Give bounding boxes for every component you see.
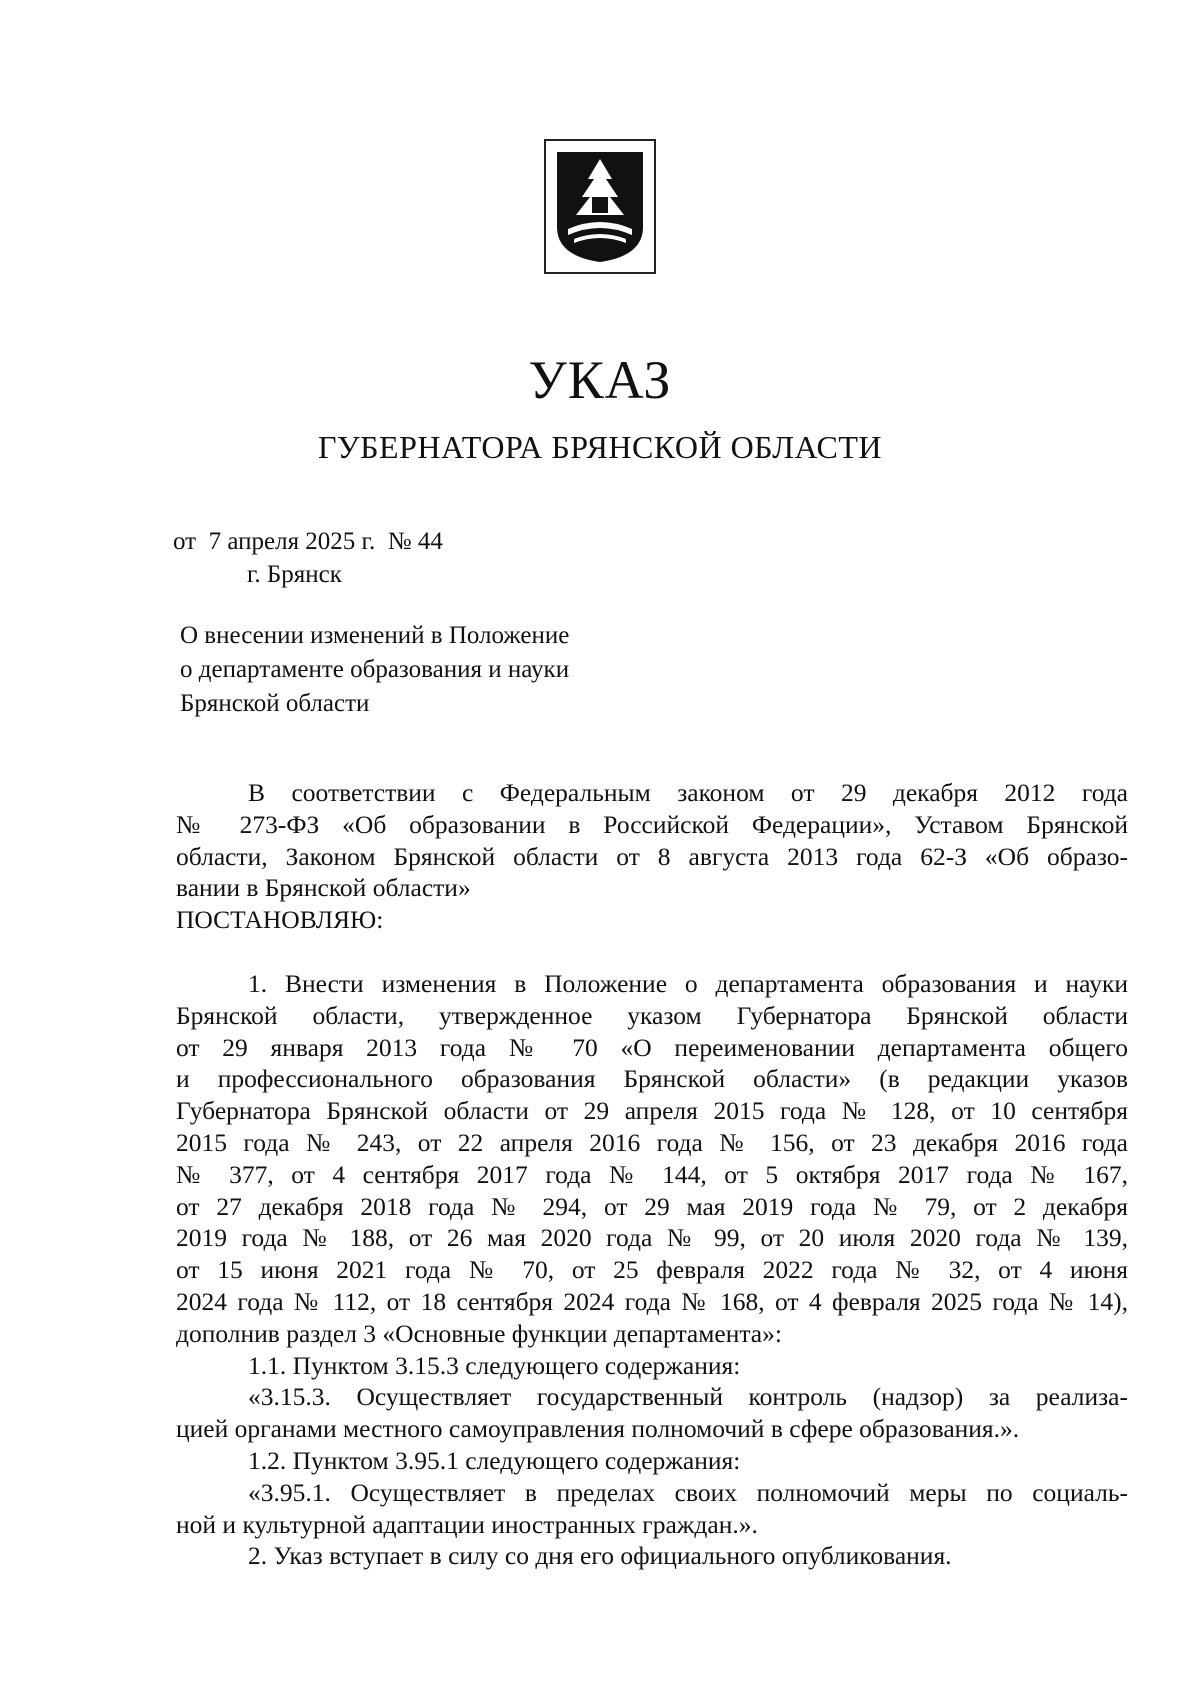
clause-1-line: 2019 года № 188, от 26 мая 2020 года № 99, от 20 июля 2020 года № 139, <box>176 1223 1128 1253</box>
clause-1-line: и профессионального образования Брянской области» (в редакции указов <box>176 1064 1128 1094</box>
clause-1-line: Губернатора Брянской области от 29 апреля 2015 года № 128, от 10 сентября <box>176 1096 1128 1126</box>
city: г. Брянск <box>247 561 342 588</box>
document-subtitle: ГУБЕРНАТОРА БРЯНСКОЙ ОБЛАСТИ <box>318 429 882 465</box>
subclause-1-2-heading: 1.2. Пунктом 3.95.1 следующего содержания: <box>248 1445 741 1475</box>
clause-1-line: 2015 года № 243, от 22 апреля 2016 года № 156, от 23 декабря 2016 года <box>176 1127 1128 1157</box>
clause-1-line: дополнив раздел 3 «Основные функции департамента»: <box>176 1318 782 1348</box>
subject-line: О внесении изменений в Положение <box>180 622 570 649</box>
clause-1-line: № 377, от 4 сентября 2017 года № 144, от 5 октября 2017 года № 167, <box>176 1159 1128 1189</box>
subclause-1-2-line: «3.95.1. Осуществляет в пределах своих полномочий меры по социаль- <box>248 1477 1128 1507</box>
subclause-1-2-line: ной и культурной адаптации иностранных граждан.». <box>176 1509 758 1539</box>
preamble-line: вании в Брянской области» <box>176 873 471 903</box>
clause-1-line: 1. Внести изменения в Положение о департамента образования и науки <box>248 968 1128 998</box>
decree-body <box>176 777 1128 1572</box>
date-and-number: от 7 апреля 2025 г. № 44 <box>173 528 443 555</box>
clause-1-line: от 15 июня 2021 года № 70, от 25 февраля 2022 года № 32, от 4 июня <box>176 1255 1128 1285</box>
clause-1-line: от 29 января 2013 года № 70 «О переименовании департамента общего <box>176 1032 1128 1062</box>
clause-2: 2. Указ вступает в силу со дня его официального опубликования. <box>248 1541 952 1571</box>
clause-1-line: от 27 декабря 2018 года № 294, от 29 мая 2019 года № 79, от 2 декабря <box>176 1191 1128 1221</box>
decree-word: ПОСТАНОВЛЯЮ: <box>176 905 384 935</box>
coat-of-arms-icon <box>554 149 646 264</box>
subject-line: Брянской области <box>180 690 370 717</box>
subject-line: о департаменте образования и науки <box>180 656 570 683</box>
subclause-1-1-heading: 1.1. Пунктом 3.15.3 следующего содержания: <box>248 1350 741 1380</box>
preamble-line: № 273-ФЗ «Об образовании в Российской Федерации», Уставом Брянской <box>176 809 1128 839</box>
coat-of-arms-emblem <box>544 139 656 274</box>
preamble-line: В соответствии с Федеральным законом от 29 декабря 2012 года <box>248 778 1128 807</box>
document-title: УКАЗ <box>528 350 672 410</box>
clause-1-line: 2024 года № 112, от 18 сентября 2024 года № 168, от 4 февраля 2025 года № 14), <box>176 1286 1128 1316</box>
decree-subject <box>180 619 569 721</box>
subclause-1-1-line: «3.15.3. Осуществляет государственный контроль (надзор) за реализа- <box>248 1382 1128 1412</box>
subclause-1-1-line: цией органами местного самоуправления полномочий в сфере образования.». <box>176 1414 1020 1444</box>
clause-1-line: Брянской области, утвержденное указом Губернатора Брянской области <box>176 1000 1128 1030</box>
preamble-line: области, Законом Брянской области от 8 августа 2013 года 62-З «Об образо- <box>176 841 1128 871</box>
